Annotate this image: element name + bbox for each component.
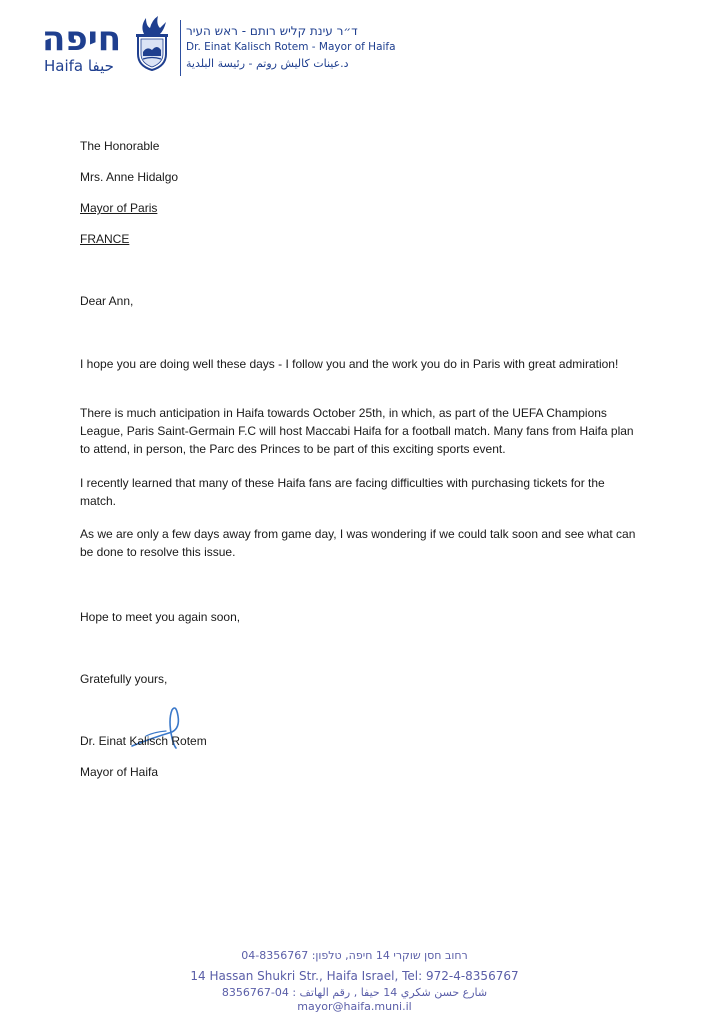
logo-sub [44, 58, 114, 74]
footer-address-arabic: شارع حسن شكري 14 حيفا , رقم الهاتف : 04-8356767 [221, 986, 488, 999]
logo-latin: Haifa [44, 57, 84, 75]
footer-address-english: 14 Hassan Shukri Str., Haifa Israel, Tel: 972-4-8356767 [190, 969, 519, 983]
salutation: Dear Ann, [80, 294, 134, 308]
letterhead-divider [180, 20, 181, 76]
closing-line: Hope to meet you again soon, [80, 610, 241, 624]
closing-line: Gratefully yours, [80, 672, 168, 686]
paragraph: There is much anticipation in Haifa towards October 25th, in which, as part of the UEFA Champions League, Paris Saint-Germain F.C will host Maccabi Haifa for a football match. Many fans from Haifa plan to attend, in person, the Parc des Princes to be part of this exciting sports event. [80, 406, 634, 456]
footer-address-hebrew: רחוב חסן שוקרי 14 חיפה, טלפון: 04-8356767 [241, 949, 468, 962]
signatory-title: Mayor of Haifa [80, 765, 159, 779]
recipient-line-3: Mayor of Paris [80, 201, 158, 215]
letterhead [38, 12, 396, 82]
letterhead-line-arabic: د.عينات كاليش روتم - رئيسة البلدية [186, 57, 349, 70]
paragraph: As we are only a few days away from game day, I was wondering if we could talk soon and see what can be done to resolve this issue. [80, 527, 636, 559]
recipient-line-2: Mrs. Anne Hidalgo [80, 170, 179, 184]
recipient-line-1: The Honorable [80, 139, 160, 153]
paragraph: I hope you are doing well these days - I follow you and the work you do in Paris with great admiration! [80, 357, 619, 371]
logo-hebrew: חיפה [42, 19, 122, 59]
signatory-name: Dr. Einat Kalisch Rotem [80, 734, 207, 748]
letterhead-line-hebrew: ד״ר עינת קליש רותם - ראש העיר [186, 24, 358, 38]
logo-arabic: حيفا [87, 57, 114, 75]
letterhead-line-english: Dr. Einat Kalisch Rotem - Mayor of Haifa [186, 41, 396, 53]
city-crest-icon [132, 14, 172, 72]
paragraph: I recently learned that many of these Haifa fans are facing difficulties with purchasing tickets for the match. [80, 476, 605, 508]
recipient-line-4: FRANCE [80, 232, 130, 246]
footer-email-link[interactable]: mayor@haifa.muni.il [297, 1000, 412, 1013]
